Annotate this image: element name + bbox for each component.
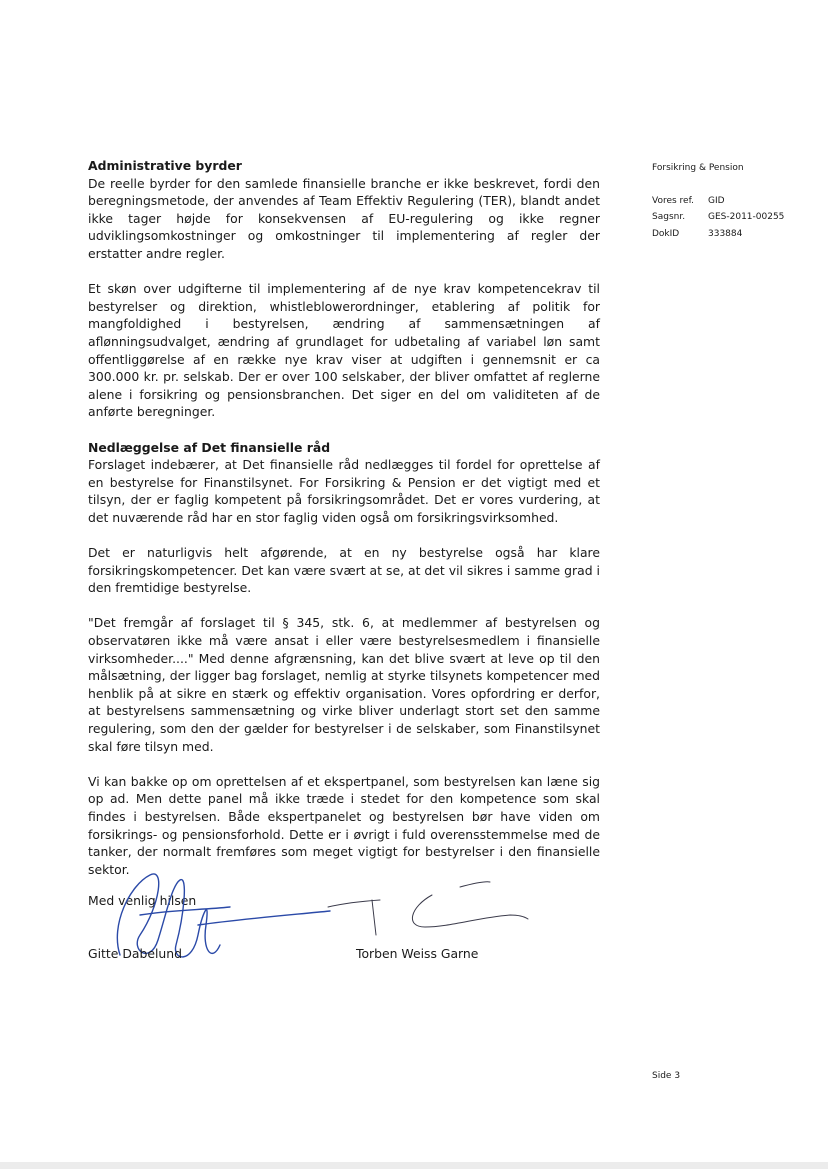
paragraph: Vi kan bakke op om oprettelsen af et ekspertpanel, som bestyrelsen kan læne sig op ad. Men dette panel må ikke træde i stedet for den kompetence som skal findes i bestyrelsen. Både ekspertpanelet og bestyrelsen bør have viden om forsikrings- og pensionsforhold. Dette er i øvrigt i fuld overensstemmelse med de tanker, der normalt fremføres som meget vigtigt for bestyrelser i den finansielle sektor. xyxy=(88,773,600,877)
meta-value: GID xyxy=(708,195,725,206)
paragraph: "Det fremgår af forslaget til § 345, stk. 6, at medlemmer af bestyrelsen og observatøren ikke må være ansat i eller være bestyrelsesmedlem i finansielle virksomheder...." Med denne afgrænsning, kan det blive svært at leve op til den målsætning, der ligger bag forslaget, nemlig at styrke tilsynets kompetencer med henblik på at sikre en stærk og effektiv organisation. Vores opfordring er derfor, at bestyrelsens sammensætning og virke bliver underlagt stort set den samme regulering, som den der gælder for bestyrelser i de selskaber, som Finanstilsynet skal føre tilsyn med. xyxy=(88,615,600,754)
signer-name-1: Gitte Dabelund xyxy=(88,946,182,961)
scan-edge xyxy=(0,1162,828,1169)
meta-row-sagsnr xyxy=(652,209,822,226)
closing-greeting: Med venlig hilsen xyxy=(88,893,197,908)
meta-row-dokid xyxy=(652,226,822,243)
organization-name: Forsikring & Pension xyxy=(652,163,744,173)
meta-label: Sagsnr. xyxy=(652,212,686,222)
signer-name-2: Torben Weiss Garne xyxy=(356,946,479,961)
handwritten-signatures xyxy=(80,855,560,985)
section-heading-raad: Nedlæggelse af Det finansielle råd xyxy=(88,439,331,455)
meta-row-ref xyxy=(652,193,822,210)
meta-label: DokID xyxy=(652,228,680,239)
paragraph: Et skøn over udgifterne til implementering af de nye krav kompetencekrav til bestyrelser og direktion, whistleblowerordninger, etablering af politik for mangfoldighed i bestyrelsen, ændring af sammensætningen af aflønningsudvalget, ændring af grundlaget for udbetaling af variabel løn samt offentliggørelse af en række nye krav viser at udgiften i gennemsnit er ca 300.000 kr. pr. selskab. Der er over 100 selskaber, der bliver omfattet af reglerne alene i forsikring og pensionsbranchen. Det siger en del om validiteten af de anførte beregninger. xyxy=(88,281,600,420)
sidebar-meta xyxy=(652,160,822,242)
meta-label: Vores ref. xyxy=(652,195,694,206)
page-number: Side 3 xyxy=(652,1071,681,1081)
meta-value: 333884 xyxy=(708,228,743,239)
paragraph: Det er naturligvis helt afgørende, at en ny bestyrelse også har klare forsikringskompetencer. Det kan være svært at se, at det vil sikres i samme grad i den fremtidige bestyrelse. xyxy=(88,545,600,596)
meta-value: GES-2011-00255 xyxy=(708,212,785,222)
letter-body xyxy=(88,157,600,896)
section-heading-administrative: Administrative byrder xyxy=(88,158,242,173)
paragraph: Forslaget indebærer, at Det finansielle råd nedlægges til fordel for oprettelse af en bestyrelse for Finanstilsynet. For Forsikring & Pension er det vigtigt med et tilsyn, der er faglig kompetent på forsikringsområdet. Det er vores vurdering, at det nuværende råd har en stor faglig viden også om forsikringsvirksomhed. xyxy=(88,457,600,525)
paragraph: De reelle byrder for den samlede finansielle branche er ikke beskrevet, fordi den beregningsmetode, der anvendes af Team Effektiv Regulering (TER), blandt andet ikke tager højde for konsekvensen af EU-regulering og ikke regner udviklingsomkostninger og omkostninger til implementering af regler der erstatter andre regler. xyxy=(88,175,600,261)
